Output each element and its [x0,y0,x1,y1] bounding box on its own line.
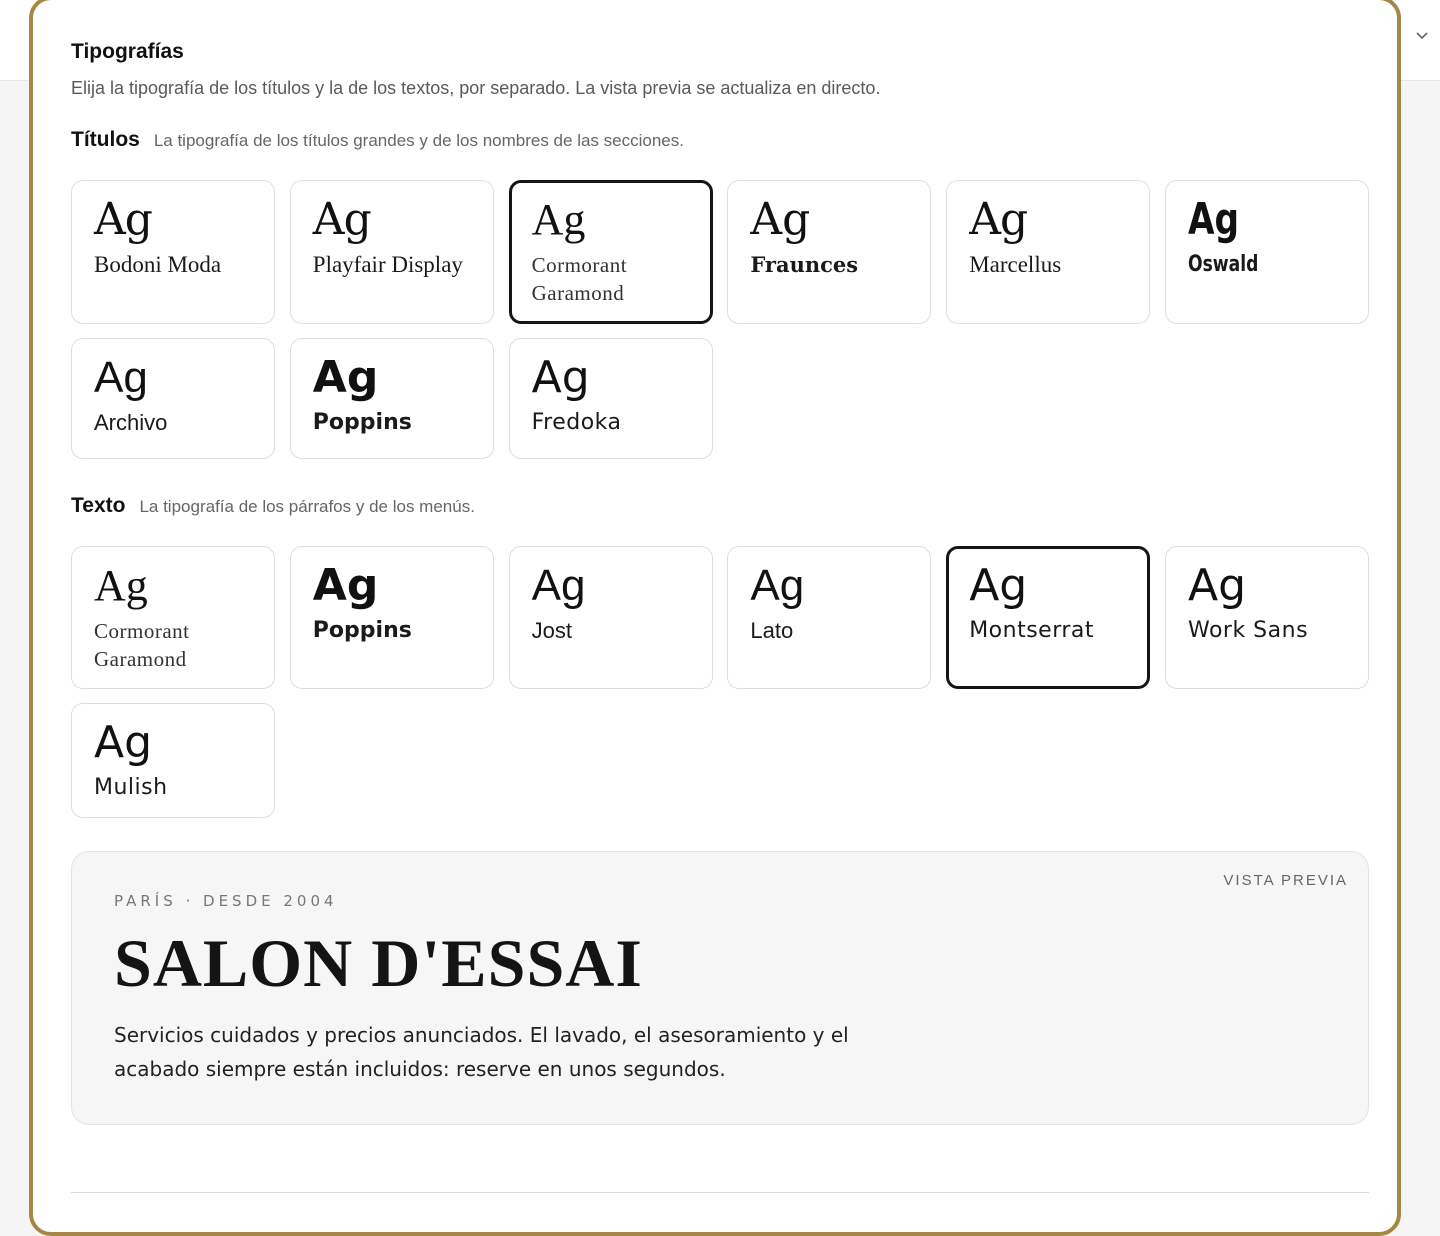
font-name: Poppins [312,618,412,643]
titles-section-header [71,128,684,152]
font-sample: Ag [1187,560,1247,611]
title-font-card-bodoni-moda[interactable] [71,180,275,324]
font-sample: Ag [312,194,371,245]
text-font-card-jost[interactable] [509,546,713,689]
font-sample: Ag [969,194,1028,245]
text-font-card-cormorant-garamond[interactable] [71,546,275,689]
titles-font-grid [71,180,1369,459]
text-font-card-lato[interactable] [727,546,931,689]
titles-section-label: Títulos [71,128,140,151]
text-font-card-work-sans[interactable] [1165,546,1369,689]
panel-subtitle: Elija la tipografía de los títulos y la de los textos, por separado. La vista previa se actualiza en directo. [71,78,881,98]
title-font-card-fraunces[interactable] [727,180,931,324]
font-name: Fredoka [531,410,622,435]
font-sample: Ag [531,195,586,244]
title-font-card-cormorant-garamond[interactable] [509,180,713,324]
font-sample: Ag [1187,194,1240,245]
text-font-card-mulish[interactable] [71,703,275,818]
font-name: Bodoni Moda [94,252,222,277]
font-name: Cormorant Garamond [531,253,628,305]
font-name: Poppins [312,410,412,435]
font-sample: Ag [750,194,811,245]
font-sample: Ag [312,560,379,611]
font-name: Lato [750,618,794,643]
text-font-card-poppins[interactable] [290,546,494,689]
titles-section-description: La tipografía de los títulos grandes y de los nombres de las secciones. [153,131,684,150]
font-name: Fraunces [750,252,859,277]
live-preview [71,851,1369,1125]
font-sample: Ag [531,352,590,403]
section-divider [71,1192,1369,1193]
font-name: Cormorant Garamond [94,619,190,671]
font-name: Work Sans [1187,618,1309,643]
font-name: Marcellus [969,252,1062,277]
text-section-header [71,494,475,518]
font-sample: Ag [94,717,153,768]
font-name: Mulish [94,775,168,800]
preview-title: SALON D'ESSAI [114,925,643,1001]
font-sample: Ag [94,353,148,402]
font-name: Montserrat [969,618,1095,643]
text-section-description: La tipografía de los párrafos y de los menús. [139,497,475,516]
text-section-label: Texto [71,494,126,517]
font-sample: Ag [750,561,805,610]
preview-eyebrow: PARÍS · DESDE 2004 [114,892,338,910]
title-font-card-playfair-display[interactable] [290,180,494,324]
chevron-down-icon[interactable] [1412,26,1432,46]
title-font-card-archivo[interactable] [71,338,275,459]
title-font-card-marcellus[interactable] [946,180,1150,324]
font-name: Jost [531,618,572,643]
font-name: Oswald [1187,252,1259,277]
panel-title: Tipografías [71,40,184,63]
preview-body: Servicios cuidados y precios anunciados. El lavado, el asesoramiento y el acabado siempre están incluidos: reserve en unos segundos. [114,1023,849,1081]
text-font-grid [71,546,1369,818]
font-sample: Ag [94,194,152,245]
font-name: Playfair Display [312,252,463,277]
preview-badge: VISTA PREVIA [1223,872,1348,889]
title-font-card-fredoka[interactable] [509,338,713,459]
font-sample: Ag [969,560,1028,611]
text-font-card-montserrat[interactable] [946,546,1150,689]
title-font-card-poppins[interactable] [290,338,494,459]
font-sample: Ag [312,352,379,403]
font-sample: Ag [94,561,148,610]
typography-panel [29,0,1401,1236]
title-font-card-oswald[interactable] [1165,180,1369,324]
font-sample: Ag [531,561,586,610]
font-name: Archivo [94,410,168,435]
